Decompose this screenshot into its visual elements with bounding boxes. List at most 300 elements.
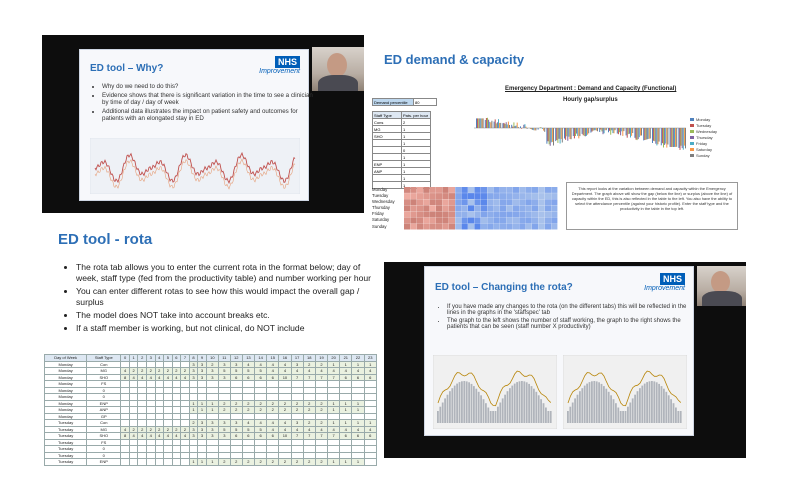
rota-value-cell[interactable]: 3	[206, 420, 218, 427]
rota-value-cell[interactable]	[138, 459, 147, 466]
rota-value-cell[interactable]: 2	[138, 368, 147, 375]
gap-bar	[620, 128, 621, 135]
heatmap-cell	[481, 205, 487, 211]
rota-value-cell[interactable]: 4	[340, 368, 352, 375]
slide-heading-demand: ED demand & capacity	[384, 52, 525, 67]
gap-bar	[615, 128, 616, 130]
staffspec-bar	[673, 403, 675, 423]
rota-value-cell[interactable]: 2	[172, 426, 181, 433]
staffspec-bar	[613, 399, 615, 423]
gap-bar	[530, 128, 531, 129]
staff-type-cell[interactable]: Cons	[373, 119, 402, 126]
gap-bar	[674, 128, 675, 147]
demand-percentile-table	[372, 98, 437, 106]
rota-value-cell[interactable]: 4	[242, 420, 254, 427]
rota-value-cell[interactable]: 4	[352, 368, 364, 375]
rota-value-cell[interactable]: 3	[206, 426, 218, 433]
rota-value-cell[interactable]: 8	[121, 374, 130, 381]
gap-bar	[500, 123, 501, 128]
gap-bar	[599, 128, 600, 132]
rota-label-cell: MG	[87, 426, 121, 433]
rota-value-cell[interactable]: 6	[242, 433, 254, 440]
gap-bar	[571, 128, 572, 139]
heatmap-cell	[506, 211, 512, 217]
rota-value-cell[interactable]: 4	[129, 433, 138, 440]
rota-value-cell[interactable]: 1	[328, 407, 340, 414]
rota-value-cell[interactable]: 7	[303, 374, 315, 381]
rota-value-cell[interactable]: 4	[291, 426, 303, 433]
rota-value-cell[interactable]: 4	[267, 420, 279, 427]
gap-bar	[486, 118, 487, 128]
rota-value-cell[interactable]: 4	[340, 426, 352, 433]
rota-value-cell[interactable]: 2	[218, 407, 230, 414]
rota-value-cell[interactable]: 7	[315, 433, 327, 440]
staffspec-bar	[439, 407, 441, 423]
rota-value-cell[interactable]: 6	[340, 433, 352, 440]
rota-value-cell[interactable]: 4	[129, 374, 138, 381]
rota-value-cell[interactable]: 4	[146, 374, 155, 381]
staffspec-bar	[459, 382, 461, 423]
gap-bar	[576, 128, 577, 134]
rota-value-cell[interactable]: 2	[164, 426, 173, 433]
rota-value-cell[interactable]: 5	[218, 426, 230, 433]
rota-value-cell[interactable]	[146, 459, 155, 466]
rota-value-cell[interactable]: 1	[198, 459, 207, 466]
rota-value-cell[interactable]: 1	[364, 420, 376, 427]
heatmap-cell	[519, 193, 525, 199]
gap-bar	[584, 128, 585, 136]
rota-value-cell[interactable]: 4	[279, 368, 291, 375]
rota-value-cell[interactable]: 7	[315, 374, 327, 381]
gap-bar	[596, 128, 597, 131]
rota-value-cell[interactable]: 1	[206, 400, 218, 407]
rota-header-cell: 14	[255, 355, 267, 362]
gap-bar	[587, 128, 588, 135]
heatmap-cell	[423, 211, 429, 217]
gap-bar	[640, 128, 641, 136]
rota-value-cell[interactable]: 2	[315, 400, 327, 407]
staffspec-bar	[610, 395, 612, 423]
rota-value-cell[interactable]: 6	[255, 433, 267, 440]
rota-value-cell[interactable]: 5	[218, 368, 230, 375]
rota-value-cell[interactable]: 3	[291, 361, 303, 368]
heatmap-cell	[519, 218, 525, 224]
rota-value-cell[interactable]: 4	[352, 426, 364, 433]
staffspec-bar	[656, 382, 658, 423]
rota-value-cell[interactable]: 6	[242, 374, 254, 381]
rota-value-cell[interactable]: 2	[267, 407, 279, 414]
staff-type-cell[interactable]: MG	[373, 126, 402, 133]
rota-value-cell[interactable]: 4	[121, 426, 130, 433]
gap-bar	[685, 128, 686, 148]
heatmap-cell	[487, 199, 493, 205]
staff-type-cell[interactable]	[373, 140, 402, 147]
staff-type-cell[interactable]	[373, 147, 402, 154]
rota-value-cell[interactable]: 7	[328, 374, 340, 381]
rota-value-cell[interactable]: 4	[303, 426, 315, 433]
rota-value-cell[interactable]: 4	[146, 433, 155, 440]
rota-value-cell[interactable]	[364, 459, 376, 466]
productivity-cell[interactable]: 1	[402, 168, 431, 175]
productivity-cell[interactable]: 1	[402, 161, 431, 168]
rota-value-cell[interactable]: 1	[189, 400, 198, 407]
staffspec-chart-patients	[563, 355, 687, 429]
rota-value-cell[interactable]: 5	[242, 426, 254, 433]
rota-value-cell[interactable]: 2	[255, 400, 267, 407]
gap-bar	[557, 128, 558, 143]
rota-value-cell[interactable]: 4	[279, 420, 291, 427]
rota-value-cell[interactable]: 6	[352, 433, 364, 440]
rota-value-cell[interactable]: 4	[315, 368, 327, 375]
rota-value-cell[interactable]: 2	[129, 426, 138, 433]
rota-value-cell[interactable]: 3	[198, 361, 207, 368]
rota-value-cell[interactable]: 5	[255, 426, 267, 433]
heatmap-cell	[551, 205, 557, 211]
rota-value-cell[interactable]: 2	[291, 407, 303, 414]
rota-value-cell[interactable]: 1	[340, 407, 352, 414]
rota-value-cell[interactable]: 3	[189, 433, 198, 440]
rota-value-cell[interactable]: 2	[267, 400, 279, 407]
staff-type-cell[interactable]: ENP	[373, 161, 402, 168]
rota-value-cell[interactable]: 4	[181, 433, 190, 440]
heatmap-cell	[532, 224, 538, 230]
heatmap-cell	[436, 205, 442, 211]
staffspec-bar	[521, 381, 523, 423]
rota-value-cell[interactable]: 1	[189, 407, 198, 414]
rota-header-cell: 22	[352, 355, 364, 362]
gap-bar	[482, 118, 483, 128]
gap-bar	[502, 123, 503, 128]
heatmap-cell	[436, 193, 442, 199]
rota-value-cell[interactable]: 2	[230, 407, 242, 414]
heatmap-cell	[404, 224, 410, 230]
rota-value-cell[interactable]: 4	[255, 420, 267, 427]
staff-type-cell[interactable]	[373, 154, 402, 161]
rota-value-cell[interactable]: 10	[279, 374, 291, 381]
rota-value-cell[interactable]: 2	[242, 407, 254, 414]
rota-value-cell[interactable]: 6	[230, 374, 242, 381]
rota-value-cell[interactable]: 4	[328, 426, 340, 433]
rota-value-cell[interactable]: 4	[181, 374, 190, 381]
rota-value-cell[interactable]: 2	[279, 407, 291, 414]
rota-value-cell[interactable]: 4	[364, 368, 376, 375]
rota-value-cell[interactable]: 5	[230, 426, 242, 433]
rota-value-cell[interactable]: 4	[291, 368, 303, 375]
rota-value-cell[interactable]: 4	[164, 374, 173, 381]
participant-body	[702, 291, 742, 306]
rota-value-cell[interactable]: 6	[340, 374, 352, 381]
rota-value-cell[interactable]: 4	[155, 433, 164, 440]
productivity-cell[interactable]: 1	[402, 175, 431, 182]
productivity-cell[interactable]: 1	[402, 182, 431, 189]
gap-bar	[561, 128, 562, 139]
productivity-cell[interactable]: 1	[402, 154, 431, 161]
rota-value-cell[interactable]: 4	[172, 374, 181, 381]
staffspec-bar	[492, 411, 494, 423]
rota-value-cell[interactable]: 2	[303, 361, 315, 368]
rota-value-cell[interactable]: 3	[189, 361, 198, 368]
heatmap-cell	[513, 199, 519, 205]
heatmap-cell	[410, 218, 416, 224]
gap-bar	[495, 119, 496, 128]
rota-value-cell[interactable]: 2	[291, 400, 303, 407]
gap-bar	[643, 128, 644, 140]
rota-value-cell[interactable]: 3	[198, 368, 207, 375]
rota-value-cell[interactable]: 2	[146, 368, 155, 375]
rota-value-cell[interactable]: 4	[172, 433, 181, 440]
legend-label: Tuesday	[696, 122, 712, 128]
rota-value-cell[interactable]: 7	[328, 433, 340, 440]
rota-value-cell[interactable]: 4	[328, 368, 340, 375]
rota-value-cell[interactable]: 8	[121, 433, 130, 440]
rota-value-cell[interactable]: 2	[303, 400, 315, 407]
productivity-cell[interactable]: 1	[402, 133, 431, 140]
rota-value-cell[interactable]: 1	[352, 420, 364, 427]
rota-value-cell[interactable]: 2	[242, 459, 254, 466]
rota-value-cell[interactable]: 2	[315, 459, 327, 466]
rota-label-cell: FS	[87, 381, 121, 388]
rota-value-cell[interactable]: 2	[291, 459, 303, 466]
rota-value-cell[interactable]: 3	[206, 368, 218, 375]
rota-value-cell[interactable]: 4	[138, 374, 147, 381]
rota-value-cell[interactable]: 2	[189, 420, 198, 427]
rota-value-cell[interactable]: 7	[291, 374, 303, 381]
rota-value-cell[interactable]: 1	[206, 407, 218, 414]
rota-value-cell[interactable]: 2	[164, 368, 173, 375]
rota-value-cell[interactable]: 2	[218, 400, 230, 407]
heatmap-cell	[436, 218, 442, 224]
rota-value-cell[interactable]: 4	[267, 368, 279, 375]
rota-value-cell[interactable]: 2	[218, 459, 230, 466]
staff-type-cell[interactable]: ANP	[373, 168, 402, 175]
rota-value-cell[interactable]: 6	[364, 374, 376, 381]
rota-value-cell[interactable]: 3	[206, 374, 218, 381]
rota-value-cell[interactable]: 2	[267, 459, 279, 466]
heatmap-cell	[436, 199, 442, 205]
gap-bar	[542, 128, 543, 129]
rota-value-cell[interactable]: 1	[328, 361, 340, 368]
rota-value-cell[interactable]: 4	[267, 361, 279, 368]
rota-value-cell[interactable]: 1	[198, 407, 207, 414]
rota-header-cell: 23	[364, 355, 376, 362]
rota-value-cell[interactable]	[172, 459, 181, 466]
rota-value-cell[interactable]: 1	[328, 459, 340, 466]
rota-value-cell[interactable]: 3	[218, 420, 230, 427]
staffspec-bar	[663, 389, 665, 423]
rota-value-cell[interactable]: 2	[315, 361, 327, 368]
gap-bar	[621, 128, 622, 131]
rota-value-cell[interactable]: 6	[255, 374, 267, 381]
heatmap-cell	[417, 205, 423, 211]
rota-value-cell[interactable]: 1	[328, 400, 340, 407]
rota-value-cell[interactable]: 2	[181, 368, 190, 375]
rota-value-cell[interactable]: 3	[198, 433, 207, 440]
legend-label: Wednesday	[696, 128, 718, 134]
heatmap-cell	[468, 193, 474, 199]
heatmap-cell	[404, 205, 410, 211]
rota-label-cell: Con	[87, 361, 121, 368]
staffspec-bar	[572, 403, 574, 424]
productivity-cell[interactable]: 2	[402, 119, 431, 126]
heatmap-cell	[526, 187, 532, 193]
heatmap-cell	[449, 224, 455, 230]
rota-value-cell[interactable]: 6	[230, 433, 242, 440]
rota-value-cell[interactable]: 2	[303, 459, 315, 466]
rota-value-cell[interactable]: 4	[279, 361, 291, 368]
gap-bar	[608, 128, 609, 132]
rota-value-cell[interactable]: 1	[340, 420, 352, 427]
rota-value-cell[interactable]: 4	[138, 433, 147, 440]
rota-value-cell[interactable]: 2	[315, 407, 327, 414]
rota-value-cell[interactable]: 2	[172, 368, 181, 375]
rota-label-cell: GP	[87, 413, 121, 420]
gap-bar	[683, 128, 684, 150]
rota-value-cell[interactable]	[164, 459, 173, 466]
rota-value-cell[interactable]: 3	[206, 433, 218, 440]
legend-swatch	[690, 130, 694, 133]
staffspec-bar	[598, 382, 600, 423]
heatmap-cell	[526, 199, 532, 205]
heatmap-cell	[526, 224, 532, 230]
heatmap-cell	[500, 205, 506, 211]
rota-value-cell[interactable]: 2	[146, 426, 155, 433]
rota-value-cell[interactable]: 7	[291, 433, 303, 440]
rota-value-cell[interactable]: 3	[189, 368, 198, 375]
rota-value-cell[interactable]: 2	[230, 400, 242, 407]
rota-value-cell[interactable]: 3	[291, 420, 303, 427]
rota-label-cell: 0	[87, 452, 121, 459]
rota-value-cell[interactable]: 3	[189, 374, 198, 381]
rota-value-cell[interactable]: 1	[328, 420, 340, 427]
staffspec-bar	[504, 395, 506, 423]
rota-value-cell[interactable]: 3	[230, 361, 242, 368]
rota-value-cell[interactable]: 2	[230, 459, 242, 466]
legend-swatch	[690, 148, 694, 151]
rota-value-cell[interactable]: 2	[255, 407, 267, 414]
rota-value-cell[interactable]: 2	[206, 361, 218, 368]
rota-value-cell[interactable]: 3	[218, 374, 230, 381]
rota-value-cell[interactable]: 2	[138, 426, 147, 433]
rota-value-cell[interactable]: 3	[189, 426, 198, 433]
heatmap-cell	[487, 193, 493, 199]
rota-value-cell[interactable]: 1	[352, 459, 364, 466]
heatmap-cell	[423, 218, 429, 224]
gap-bar	[653, 128, 654, 141]
rota-value-cell[interactable]: 5	[230, 368, 242, 375]
rota-value-cell[interactable]: 4	[364, 426, 376, 433]
heatmap-cell	[545, 218, 551, 224]
report-description-box	[566, 182, 738, 230]
productivity-cell[interactable]: 1	[402, 126, 431, 133]
heatmap-cell	[410, 193, 416, 199]
rota-value-cell[interactable]: 1	[189, 459, 198, 466]
rota-value-cell[interactable]: 2	[303, 420, 315, 427]
rota-header-cell: 5	[164, 355, 173, 362]
gap-bar	[595, 128, 596, 130]
rota-value-cell[interactable]: 6	[267, 433, 279, 440]
rota-value-cell[interactable]: 4	[255, 361, 267, 368]
rota-value-cell[interactable]: 2	[315, 420, 327, 427]
rota-value-cell[interactable]: 6	[352, 374, 364, 381]
heatmap-cell	[474, 224, 480, 230]
gap-bar	[568, 128, 569, 137]
gap-bar	[577, 128, 578, 136]
rota-value-cell[interactable]: 1	[352, 400, 364, 407]
rota-value-cell[interactable]: 2	[242, 400, 254, 407]
rota-value-cell[interactable]	[129, 459, 138, 466]
rota-value-cell[interactable]: 4	[267, 426, 279, 433]
staffspec-bar	[649, 381, 651, 423]
rota-value-cell[interactable]	[155, 459, 164, 466]
gap-bar	[533, 128, 534, 130]
rota-value-cell[interactable]: 1	[340, 400, 352, 407]
rota-value-cell[interactable]: 3	[218, 433, 230, 440]
rota-value-cell[interactable]: 1	[352, 407, 364, 414]
rota-value-cell[interactable]: 4	[242, 361, 254, 368]
rota-header-cell: Day of Week	[45, 355, 87, 362]
rota-value-cell[interactable]: 6	[364, 433, 376, 440]
rota-value-cell[interactable]: 2	[303, 407, 315, 414]
demand-percentile-value[interactable]: 80	[414, 99, 437, 106]
heatmap-cell	[551, 224, 557, 230]
rota-value-cell[interactable]: 10	[279, 433, 291, 440]
bullet: • The graph to the left shows the number of staff working, the graph to the right shows the patients that can be seen (staff number X productivity)	[447, 318, 697, 330]
rota-value-cell[interactable]: 4	[315, 426, 327, 433]
staff-type-cell[interactable]: SHO	[373, 133, 402, 140]
gap-bar	[671, 128, 672, 147]
rota-value-cell[interactable]: 6	[267, 374, 279, 381]
rota-value-cell[interactable]: 3	[230, 420, 242, 427]
rota-value-cell[interactable]: 4	[155, 374, 164, 381]
rota-value-cell[interactable]: 2	[279, 459, 291, 466]
heatmap-cell	[506, 224, 512, 230]
rota-value-cell[interactable]: 2	[181, 426, 190, 433]
rota-value-cell[interactable]: 5	[242, 368, 254, 375]
rota-value-cell[interactable]: 1	[364, 361, 376, 368]
rota-value-cell[interactable]: 2	[279, 400, 291, 407]
rota-value-cell[interactable]: 5	[255, 368, 267, 375]
heatmap-cell	[462, 218, 468, 224]
gap-bar	[594, 128, 595, 130]
rota-value-cell[interactable]: 2	[155, 426, 164, 433]
rota-value-cell[interactable]	[121, 459, 130, 466]
rota-value-cell[interactable]: 3	[198, 426, 207, 433]
rota-value-cell[interactable]: 1	[340, 361, 352, 368]
rota-value-cell[interactable]: 2	[255, 459, 267, 466]
rota-value-cell[interactable]: 4	[303, 368, 315, 375]
productivity-cell[interactable]: 1	[402, 140, 431, 147]
rota-value-cell[interactable]: 2	[155, 368, 164, 375]
rota-value-cell[interactable]: 4	[164, 433, 173, 440]
rota-value-cell[interactable]: 1	[340, 459, 352, 466]
productivity-cell[interactable]: 0	[402, 147, 431, 154]
gap-bar	[673, 128, 674, 147]
rota-value-cell[interactable]: 3	[198, 374, 207, 381]
day-label: Saturday	[372, 217, 390, 223]
staffspec-bar	[605, 389, 607, 423]
rota-value-cell[interactable]: 4	[121, 368, 130, 375]
rota-value-cell[interactable]: 1	[352, 361, 364, 368]
staffspec-bar	[447, 395, 449, 423]
rota-value-cell[interactable]: 1	[206, 459, 218, 466]
rota-value-cell[interactable]: 1	[198, 400, 207, 407]
rota-value-cell[interactable]: 3	[198, 420, 207, 427]
rota-value-cell[interactable]: 7	[303, 433, 315, 440]
rota-value-cell[interactable]: 2	[129, 368, 138, 375]
rota-value-cell[interactable]: 4	[279, 426, 291, 433]
rota-value-cell[interactable]: 3	[218, 361, 230, 368]
rota-value-cell[interactable]	[181, 459, 190, 466]
